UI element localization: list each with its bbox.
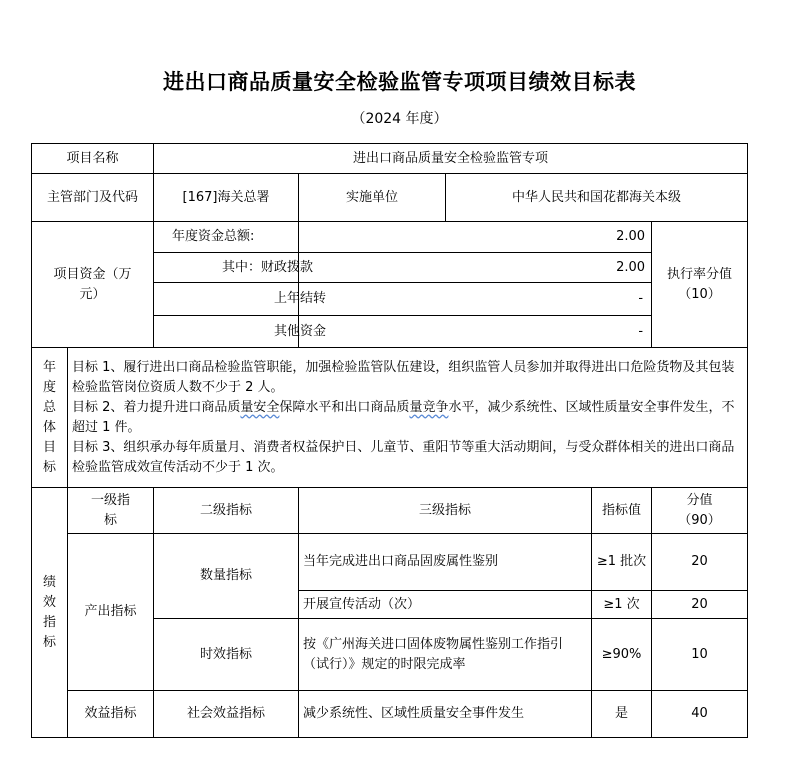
goal-3: 目标 3、组织承办每年质量月、消费者权益保护日、儿童节、重阳节等重大活动期间，与受众群体相关的进出口商品检验监管成效宣传活动不少于 1 次。 [72, 439, 735, 475]
goals-text [68, 348, 748, 488]
output-indicator: 产出指标 [68, 534, 154, 691]
header-value: 指标值 [592, 488, 652, 534]
funds-fiscal-value: 2.00 [299, 253, 652, 283]
indicators-label: 绩效指标 [32, 488, 68, 738]
benefit-indicator: 效益指标 [68, 691, 154, 738]
l3-row-3: 按《广州海关进口固体废物属性鉴别工作指引（试行）》规定的时限完成率 [299, 619, 592, 691]
dept-value: [167]海关总署 [154, 174, 299, 222]
project-name-value: 进出口商品质量安全检验监管专项 [154, 144, 748, 174]
table-row [32, 174, 748, 222]
impl-label: 实施单位 [299, 174, 446, 222]
header-level3: 三级指标 [299, 488, 592, 534]
funds-fiscal-label: 其中：财政拨款 [154, 253, 299, 283]
score-row-1: 20 [652, 534, 748, 591]
value-row-3: ≥90% [592, 619, 652, 691]
project-name-label: 项目名称 [32, 144, 154, 174]
page-title: 进出口商品质量安全检验监管专项项目绩效目标表 [163, 70, 636, 94]
goals-label: 年度总体目标 [32, 348, 68, 488]
table-row [32, 144, 748, 174]
funds-total-value: 2.00 [299, 222, 652, 253]
l3-row-4: 减少系统性、区域性质量安全事件发生 [299, 691, 592, 738]
timeliness-indicator: 时效指标 [154, 619, 299, 691]
header-score: 分值（90） [652, 488, 748, 534]
impl-value: 中华人民共和国花都海关本级 [446, 174, 748, 222]
l3-row-2: 开展宣传活动（次） [299, 591, 592, 619]
score-row-2: 20 [652, 591, 748, 619]
value-row-1: ≥1 批次 [592, 534, 652, 591]
goal-2: 目标 2、着力提升进口商品质量安全保障水平和出口商品质量竞争水平，减少系统性、区域性质量安全事件发生，不超过 1 件。 [72, 399, 735, 435]
page-subtitle: （2024 年度） [351, 111, 448, 127]
funds-other-value: - [299, 316, 652, 348]
table-row [32, 222, 748, 253]
dept-label: 主管部门及代码 [32, 174, 154, 222]
funds-total-label: 年度资金总额: [154, 222, 299, 253]
score-row-3: 10 [652, 619, 748, 691]
value-row-2: ≥1 次 [592, 591, 652, 619]
funds-carryover-label: 上年结转 [154, 283, 299, 316]
exec-rate-label: 执行率分值（10） [652, 222, 748, 348]
table-row [32, 348, 748, 488]
social-benefit-indicator: 社会效益指标 [154, 691, 299, 738]
header-level2: 二级指标 [154, 488, 299, 534]
funds-carryover-value: - [299, 283, 652, 316]
funds-other-label: 其他资金 [154, 316, 299, 348]
table-row [32, 534, 748, 591]
header-level1: 一级指标 [68, 488, 154, 534]
table-row [32, 488, 748, 534]
funds-label: 项目资金（万元） [32, 222, 154, 348]
performance-table [31, 143, 748, 738]
l3-row-1: 当年完成进出口商品固废属性鉴别 [299, 534, 592, 591]
score-row-4: 40 [652, 691, 748, 738]
value-row-4: 是 [592, 691, 652, 738]
quantity-indicator: 数量指标 [154, 534, 299, 619]
goal-1: 目标 1、履行进出口商品检验监管职能，加强检验监管队伍建设，组织监管人员参加并取得进出口危险货物及其包装检验监管岗位资质人数不少于 2 人。 [72, 359, 735, 395]
table-row [32, 691, 748, 738]
